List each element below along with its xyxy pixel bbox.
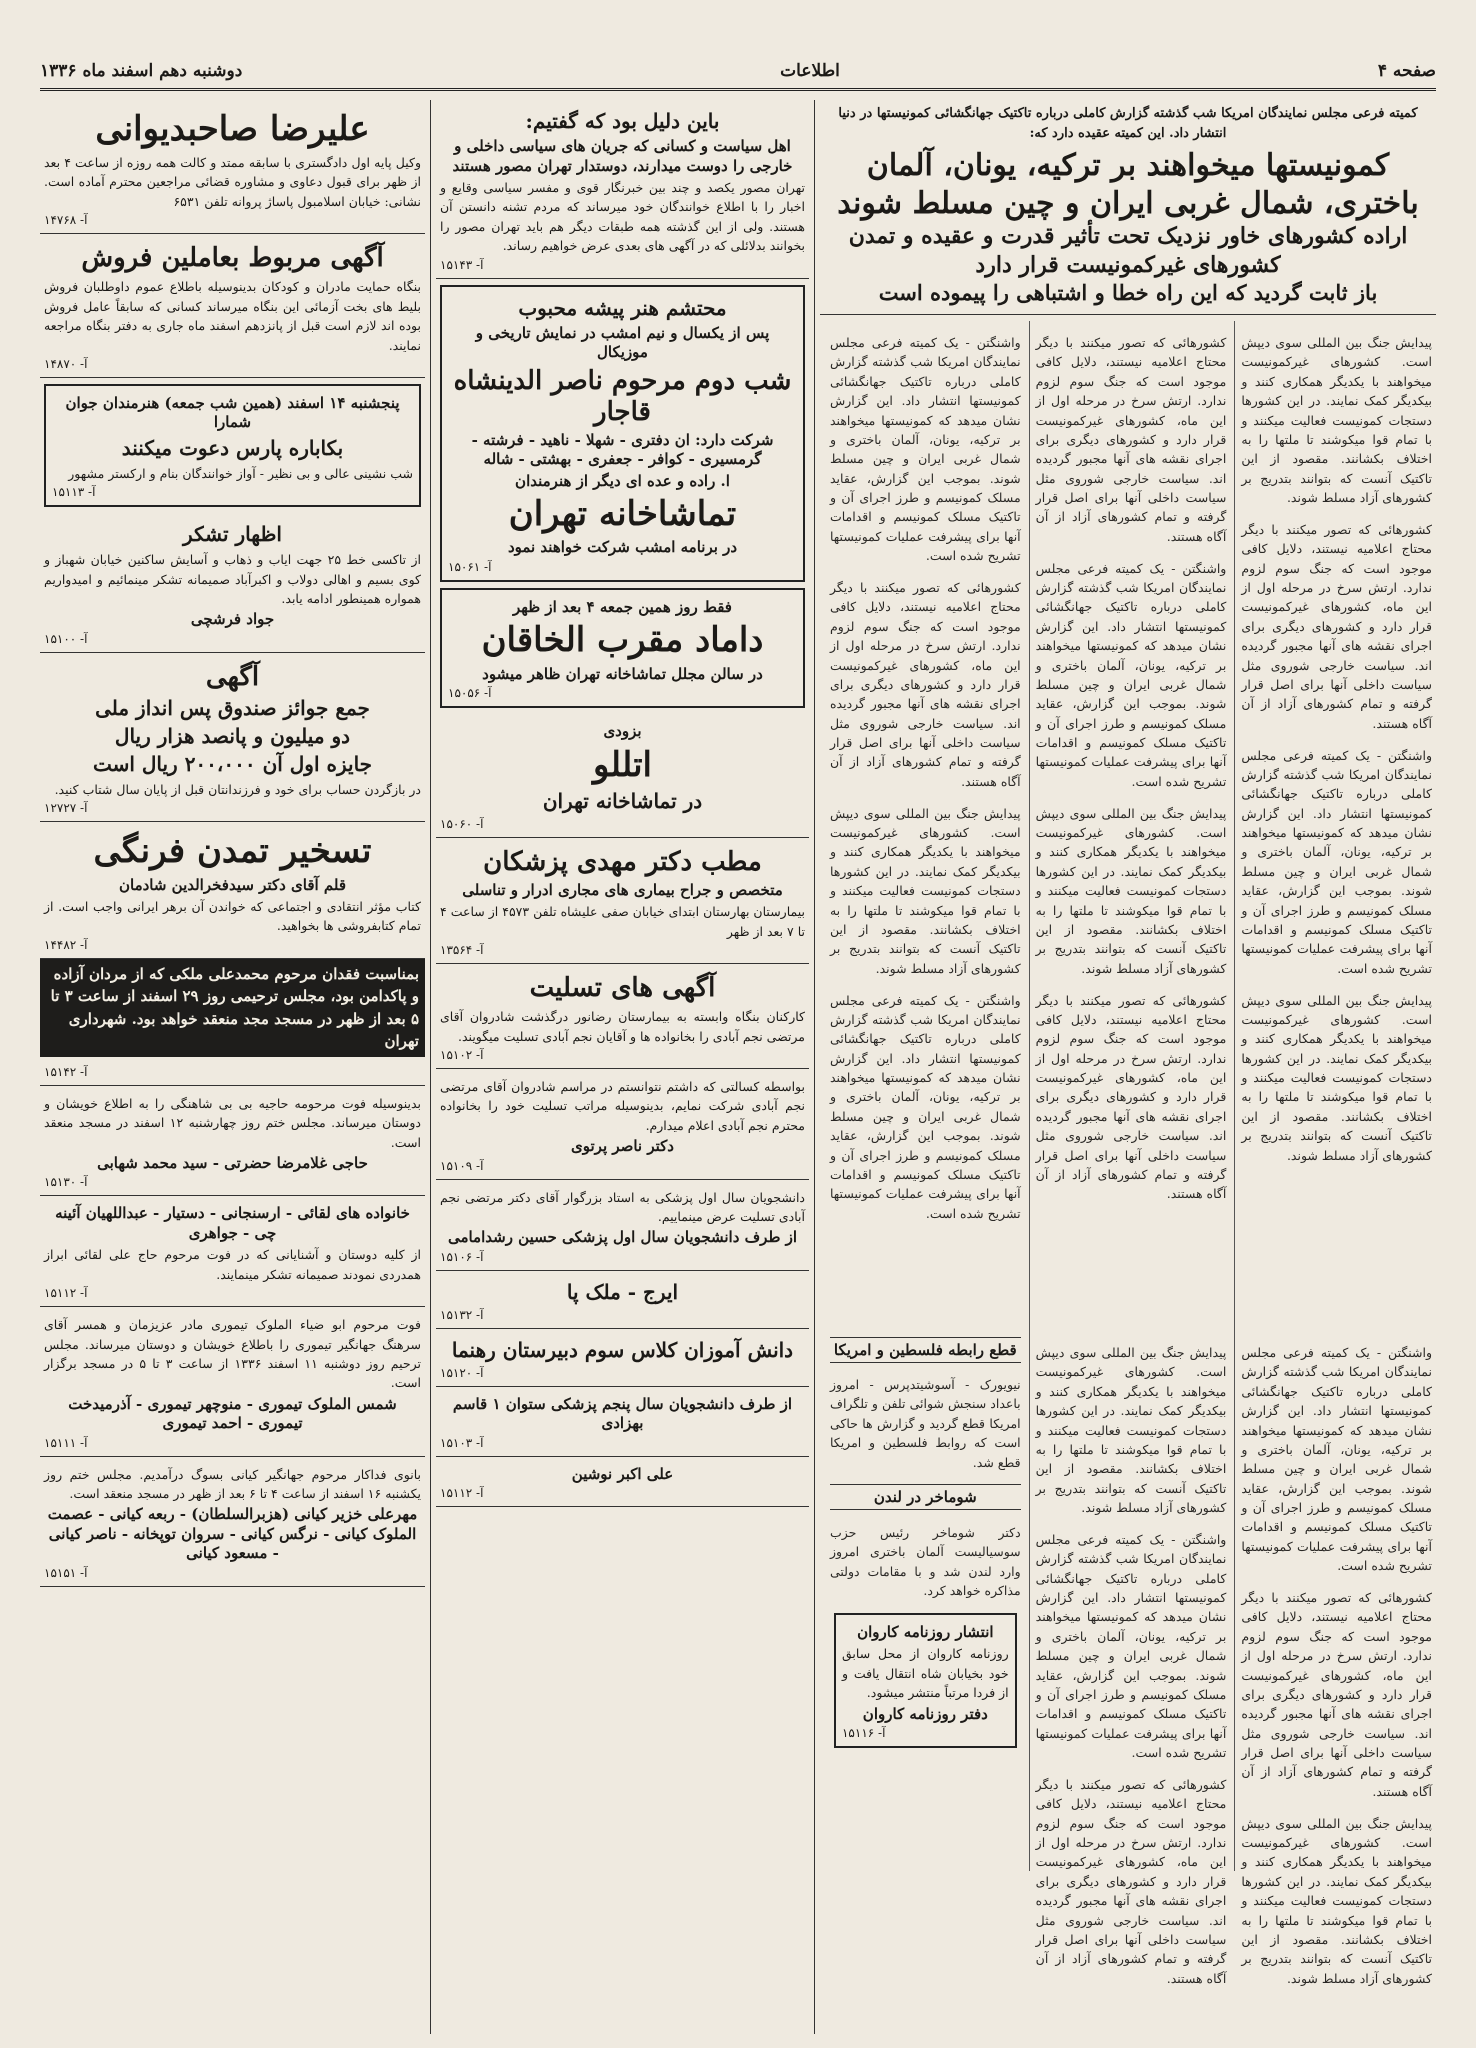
story-bottom	[820, 1331, 1436, 1986]
lawyer-name: علیرضا صاحبدیوانی	[95, 109, 370, 149]
karvan-text: روزنامه کاروان از محل سابق خود بخیابان شاه انتقال یافت و از فردا مرتباً منتشر میشود.	[841, 1646, 1009, 1701]
memorial-code	[40, 1057, 425, 1086]
condolence-sign: دکتر ناصر پرتوی	[571, 1137, 674, 1156]
ad-code: آ- ۱۵۱۱۳	[52, 485, 96, 500]
ad-code: آ- ۱۵۱۰۰	[44, 631, 88, 646]
story-paragraph: پیدایش جنگ بین المللی سوی دیپش است. کشورهای غیرکمونیست میخواهند با یکدیگر همکاری کنند و بیکدیگر کمک نمایند. در این کشورها دستجات کمونیست فعالیت میکنند و با تمام قوا میکوشند تا ملتها را به اختلاف بکشانند. مقصود از این تاکتیک آنست که بتوانند بتدریج بر کشورهای آزاد مسلط شوند.	[1241, 335, 1432, 506]
story-lead: کمیته فرعی مجلس نمایندگان امریکا شب گذشته گزارش کاملی درباره تاکتیک جهانگشائی کمونیستها در دنیا انتشار داد. این کمیته عقیده دارد که:	[838, 106, 1418, 141]
ad-code: آ- ۱۵۱۱۶	[841, 1726, 886, 1741]
cabaret-ad	[44, 384, 421, 507]
condolence-item	[436, 1457, 809, 1508]
middle-column	[436, 100, 809, 2034]
ad-text: تهران مصور یکصد و چند بین خبرنگار قوی و مفسر سیاسی وقایع و اخبار را با اطلاع خوانندگان خود میرساند که مردم تشنه دانستن آن هستند. ولی از این گذشته همه طبقات دیگر هم باید تهران مصور را بخوانند بدلائلی که در آگهی های بعدی عرض خواهیم رساند.	[440, 180, 805, 254]
doctor-specialty: متخصص و جراح بیماری های مجاری ادرار و تناسلی	[462, 880, 783, 899]
story-column-1	[1234, 321, 1432, 1331]
theatre-ad-2	[440, 588, 805, 708]
story-paragraph: کشورهائی که تصور میکنند با دیگر محتاج اعلامیه نیستند، دلایل کافی موجود است که جنگ سوم لزوم ندارد. ارتش سرخ در مرحله اول از این ماه، کشورهای غیرکمونیست قرار دارد و کشورهای دیگری برای اجرای نقشه های آنها مجبور گردیده اند. سیاست خارجی شوروی مثل سیاست داخلی آنها برای اصل قرار گرفته و تمام کشورهای آزاد از آن آگاه هستند.	[1241, 521, 1432, 731]
story-body	[820, 321, 1436, 1331]
condolence-text: بواسطه کسالتی که داشتم نتوانستم در مراسم شادروان آقای مرتضی نجم آبادی شرکت نمایم، بدینوسیله مراتب تسلیت خود را بخانواده محترم نجم آبادی اعلام میدارم.	[440, 1079, 805, 1133]
ad-headline: باین دلیل بود که گفتیم:	[525, 109, 720, 133]
ad-code: آ- ۱۵۱۰۲	[440, 1048, 484, 1063]
condolence-item	[436, 1180, 809, 1271]
sub-headline: شوماخر در لندن	[830, 1484, 1021, 1510]
othello-soon: بزودی	[603, 722, 642, 741]
story-paragraph: واشنگتن - یک کمیته فرعی مجلس نمایندگان امریکا شب گذشته گزارش کاملی درباره تاکتیک جهانگشائی کمونیستها انتشار داد. این گزارش نشان میدهد که کمونیستها میخواهند بر ترکیه، یونان، آلمان باختری و شمال غربی ایران و چین مسلط شوند. بموجب این گزارش، عقاید مسلک کمونیسم و طرز اجرای آن و تاکتیک مسلک کمونیسم و اقدامات آنها برای پیشرفت عملیات کمونیستها تشریح شده است.	[1035, 1531, 1227, 1761]
story-paragraph: کشورهائی که تصور میکنند با دیگر محتاج اعلامیه نیستند، دلایل کافی موجود است که جنگ سوم لزوم ندارد. ارتش سرخ در مرحله اول از این ماه، کشورهای غیرکمونیست قرار دارد و کشورهای دیگری برای اجرای نقشه های آنها مجبور گردیده اند. سیاست خارجی شوروی مثل سیاست داخلی آنها برای اصل قرار گرفته و تمام کشورهای آزاد از آن آگاه هستند.	[1035, 992, 1227, 1202]
family-notice	[40, 1196, 425, 1307]
thanks-head: اظهار تشکر	[183, 522, 282, 547]
lawyer-ad	[40, 100, 425, 234]
obituary-sign: حاجی غلامرضا حضرتی - سید محمد شهابی	[97, 1153, 368, 1172]
ad-code: آ- ۱۴۷۶۸	[44, 213, 88, 228]
notice-text: بنگاه حمایت مادران و کودکان بدینوسیله باطلاع عموم داوطلبان فروش بلیط های بخت آزمائی این بنگاه میرساند کسانی که سابقاً عامل فروش بوده اند لازم است قبل از پانزدهم اسفند ماه جاری به دفتر بنگاه مراجعه نمایند.	[44, 279, 421, 353]
theatre-foot: در برنامه امشب شرکت خواهند نمود	[507, 538, 738, 557]
main-story-column	[820, 100, 1436, 2034]
ad-code: آ- ۱۵۱۵۱	[44, 1565, 88, 1580]
top-rule	[40, 88, 1436, 91]
tehran-mosavar-ad	[436, 100, 809, 279]
family-notice-2	[40, 1307, 425, 1457]
page-number: صفحه ۴	[1377, 61, 1436, 81]
book-title: تسخیر تمدن فرنگی	[93, 831, 372, 872]
story-paragraph: پیدایش جنگ بین المللی سوی دیپش است. کشورهای غیرکمونیست میخواهند با یکدیگر همکاری کنند و بیکدیگر کمک نمایند. در این کشورها دستجات کمونیست فعالیت میکنند و با تمام قوا میکوشند تا ملتها را به اختلاف بکشانند. مقصود از این تاکتیک آنست که بتوانند بتدریج بر کشورهای آزاد مسلط شوند.	[1241, 992, 1432, 1163]
story-column-3	[824, 321, 1021, 1331]
theatre-name: تماشاخانه تهران	[508, 494, 737, 535]
condolence-item	[436, 1387, 809, 1457]
story-paragraph: واشنگتن - یک کمیته فرعی مجلس نمایندگان امریکا شب گذشته گزارش کاملی درباره تاکتیک جهانگشائی کمونیستها انتشار داد. این گزارش نشان میدهد که کمونیستها میخواهند بر ترکیه، یونان، آلمان باختری و شمال غربی ایران و چین مسلط شوند. بموجب این گزارش، عقاید مسلک کمونیسم و طرز اجرای آن و تاکتیک مسلک کمونیسم و اقدامات آنها برای پیشرفت عملیات کمونیستها تشریح شده است.	[829, 992, 1021, 1221]
ad-code: آ- ۱۵۱۳۰	[44, 1175, 88, 1190]
story-paragraph: دکتر شوماخر رئیس حزب سوسیالیست آلمان باختری امروز وارد لندن شد و با مقامات دولتی مذاکره خواهد کرد.	[829, 1524, 1021, 1599]
condolence-sign: از طرف دانشجویان سال پنجم پزشکی ستوان ۱ قاسم بهزادی	[452, 1394, 793, 1433]
savings-line-1: جمع جوائز صندوق پس انداز ملی	[95, 696, 370, 721]
ad-code: آ- ۱۵۰۶۱	[448, 559, 492, 574]
story-paragraph: پیدایش جنگ بین المللی سوی دیپش است. کشورهای غیرکمونیست میخواهند با یکدیگر همکاری کنند و بیکدیگر کمک نمایند. در این کشورها دستجات کمونیست فعالیت میکنند و با تمام قوا میکوشند تا ملتها را به اختلاف بکشانند. مقصود از این تاکتیک آنست که بتوانند بتدریج بر کشورهای آزاد مسلط شوند.	[1035, 1345, 1227, 1516]
family2-text: فوت مرحوم ابو ضیاء الملوک تیموری مادر عزیزمان و همسر آقای سرهنگ جهانگیر تیموری را باطلاع خویشان و دوستان میرساند. مجلس ترحیم روز دوشنبه ۱۱ اسفند ۱۳۳۶ از ساعت ۳ تا ۵ در مسجد برگزار است.	[44, 1317, 422, 1391]
story-paragraph: پیدایش جنگ بین المللی سوی دیپش است. کشورهای غیرکمونیست میخواهند با یکدیگر همکاری کنند و بیکدیگر کمک نمایند. در این کشورها دستجات کمونیست فعالیت میکنند و با تمام قوا میکوشند تا ملتها را به اختلاف بکشانند. مقصود از این تاکتیک آنست که بتوانند بتدریج بر کشورهای آزاد مسلط شوند.	[829, 805, 1021, 976]
story-paragraph: واشنگتن - یک کمیته فرعی مجلس نمایندگان امریکا شب گذشته گزارش کاملی درباره تاکتیک جهانگشائی کمونیستها انتشار داد. این گزارش نشان میدهد که کمونیستها میخواهند بر ترکیه، یونان، آلمان باختری و شمال غربی ایران و چین مسلط شوند. بموجب این گزارش، عقاید مسلک کمونیسم و طرز اجرای آن و تاکتیک مسلک کمونیسم و اقدامات آنها برای پیشرفت عملیات کمونیستها تشریح شده است.	[1035, 560, 1227, 789]
sub-headline: قطع رابطه فلسطین و امریکا	[830, 1337, 1021, 1363]
issue-date: دوشنبه دهم اسفند ماه ۱۳۳۶	[40, 61, 243, 81]
memorial-banner: بمناسبت فقدان مرحوم محمدعلی ملکی که از مردان آزاده و پاکدامن بود، مجلس ترحیمی روز ۲۹ اسفند از ساعت ۳ تا ۵ بعد از ظهر در مسجد مجد منعقد خواهد بود. شهرداری تهران	[40, 959, 425, 1057]
thanks-sign: جواد فرشچی	[190, 610, 275, 629]
othello-place: در تماشاخانه تهران	[542, 788, 703, 813]
ad-code: آ- ۱۵۱۴۲	[44, 1064, 88, 1079]
condolence-text: دانشجویان سال اول پزشکی به استاد بزرگوار آقای دکتر مرتضی نجم آبادی تسلیت عرض مینماییم.	[440, 1189, 805, 1225]
karvan-sign: دفتر روزنامه کاروان	[862, 1704, 988, 1723]
ad-code: آ- ۱۵۱۲۰	[440, 1365, 484, 1380]
othello-title: اتللو	[593, 744, 652, 785]
theatre2-title: داماد مقرب الخاقان	[481, 620, 764, 661]
savings-ad	[40, 653, 425, 823]
othello-ad	[436, 714, 809, 838]
karvan-notice	[834, 1613, 1017, 1748]
condolence-text: کارکنان بنگاه وابسته به بیمارستان رضانور درگذشت شادروان آقای مرتضی نجم آبادی را بخانواده ها و آقایان نجم آبادی تسلیت میگویند.	[440, 1009, 805, 1044]
ad-code: آ- ۱۵۰۵۶	[448, 686, 492, 701]
cabaret-title: بکاباره پارس دعوت میکنند	[121, 435, 344, 460]
savings-text: در بازگردن حساب برای خود و فرزندانتان قبل از پایان سال شتاب کنید.	[54, 782, 421, 798]
ad-code: آ- ۱۴۴۸۲	[44, 937, 88, 952]
ad-code: آ- ۱۵۱۴۳	[440, 257, 484, 272]
obituary-notice	[40, 1086, 425, 1197]
family-text: از کلیه دوستان و آشنایانی که در فوت مرحوم حاج علی لقائی ابراز همدردی نمودند صمیمانه تشکر مینمایند.	[44, 1247, 421, 1282]
thanks-text: از تاکسی خط ۲۵ جهت ایاب و ذهاب و آسایش ساکنین خیابان شهباز و کوی بسیم و اهالی دولاب و اکبرآباد صمیمانه تشکر مینمائیم و امیدواریم همواره همینطور ادامه یابد.	[44, 552, 421, 607]
headline-2: باختری، شمال غربی ایران و چین مسلط شوند	[837, 185, 1419, 221]
story-paragraph: کشورهائی که تصور میکنند با دیگر محتاج اعلامیه نیستند، دلایل کافی موجود است که جنگ سوم لزوم ندارد. ارتش سرخ در مرحله اول از این ماه، کشورهای غیرکمونیست قرار دارد و کشورهای دیگری برای اجرای نقشه های آنها مجبور گردیده اند. سیاست خارجی شوروی مثل سیاست داخلی آنها برای اصل قرار گرفته و تمام کشورهای آزاد از آن آگاه هستند.	[1035, 335, 1227, 544]
book-author: قلم آقای دکتر سیدفخرالدین شادمان	[118, 875, 347, 894]
paper-name: اطلاعات	[780, 61, 840, 81]
left-column	[40, 100, 425, 2034]
condolence-sign: دانش آموزان کلاس سوم دبیرستان رهنما	[451, 1337, 794, 1362]
doctor-ad	[436, 838, 809, 964]
condolence-sign: علی اکبر نوشین	[571, 1464, 674, 1483]
theatre-ad	[440, 285, 805, 582]
ad-code: آ- ۱۴۸۷۰	[44, 356, 88, 371]
family-head: خانواده های لقائی - ارسنجانی - دستیار - عبداللهیان آئینه چی - جواهری	[55, 1204, 410, 1242]
karvan-head: انتشار روزنامه کاروان	[857, 1622, 994, 1641]
story-paragraph: پیدایش جنگ بین المللی سوی دیپش است. کشورهای غیرکمونیست میخواهند با یکدیگر همکاری کنند و بیکدیگر کمک نمایند. در این کشورها دستجات کمونیست فعالیت میکنند و با تمام قوا میکوشند تا ملتها را به اختلاف بکشانند. مقصود از این تاکتیک آنست که بتوانند بتدریج بر کشورهای آزاد مسلط شوند.	[1035, 805, 1227, 976]
family-notice-3	[40, 1457, 425, 1587]
column-divider	[430, 100, 431, 2034]
cabaret-text: شب نشینی عالی و بی نظیر - آواز خوانندگان بنام و ارکستر مشهور	[68, 465, 413, 481]
headline-4: کشورهای غیرکمونیست قرار دارد	[975, 251, 1281, 278]
theatre-note: ا. راده و عده ای دیگر از هنرمندان	[515, 471, 730, 490]
condolence-sign: از طرف دانشجویان سال اول پزشکی حسین رشدامامی	[447, 1228, 798, 1247]
sales-agents-notice	[40, 234, 425, 378]
theatre-sub: پس از یکسال و نیم امشب در نمایش تاریخی و موزیکال	[475, 323, 770, 361]
headline-5: باز ثابت گردید که این راه خطا و اشتباهی را پیموده است	[820, 279, 1436, 314]
lawyer-text: وکیل پایه اول دادگستری با سابقه ممتد و کالت همه روزه از ساعت ۴ بعد از ظهر برای قبول دعاوی و مشاوره قضائی مراجعین محترم آماده است. نشانی: خیابان اسلامبول پاساژ پروانه تلفن ۶۵۳۱	[44, 155, 421, 209]
condolence-item	[436, 1271, 809, 1329]
doctor-address: بیمارستان بهارستان ابتدای خیابان صفی علیشاه تلفن ۴۵۷۳ از ساعت ۴ تا ۷ بعد از ظهر	[440, 904, 805, 939]
story-paragraph: کشورهائی که تصور میکنند با دیگر محتاج اعلامیه نیستند، دلایل کافی موجود است که جنگ سوم لزوم ندارد. ارتش سرخ در مرحله اول از این ماه، کشورهای غیرکمونیست قرار دارد و کشورهای دیگری برای اجرای نقشه های آنها مجبور گردیده اند. سیاست خارجی شوروی مثل سیاست داخلی آنها برای اصل قرار گرفته و تمام کشورهای آزاد از آن آگاه هستند.	[829, 580, 1021, 789]
savings-head: آگهی	[205, 661, 260, 692]
ad-code: آ- ۱۵۱۰۶	[440, 1249, 484, 1264]
savings-line-2: دو میلیون و پانصد هزار ریال	[114, 724, 351, 749]
theatre2-foot: در سالن مجلل تماشاخانه تهران ظاهر میشود	[482, 664, 763, 683]
ad-code: آ- ۱۳۵۶۴	[440, 943, 484, 958]
story-paragraph: کشورهائی که تصور میکنند با دیگر محتاج اعلامیه نیستند، دلایل کافی موجود است که جنگ سوم لزوم ندارد. ارتش سرخ در مرحله اول از این ماه، کشورهای غیرکمونیست قرار دارد و کشورهای دیگری برای اجرای نقشه های آنها مجبور گردیده اند. سیاست خارجی شوروی مثل سیاست داخلی آنها برای اصل قرار گرفته و تمام کشورهای آزاد از آن آگاه هستند.	[1035, 1776, 1227, 1986]
cabaret-top: پنجشنبه ۱۴ اسفند (همین شب جمعه) هنرمندان جوان شمارا	[65, 393, 400, 432]
story-column-3-bottom	[824, 1331, 1021, 1871]
story-paragraph: واشنگتن - یک کمیته فرعی مجلس نمایندگان امریکا شب گذشته گزارش کاملی درباره تاکتیک جهانگشائی کمونیستها انتشار داد. این گزارش نشان میدهد که کمونیستها میخواهند بر ترکیه، یونان، آلمان باختری و شمال غربی ایران و چین مسلط شوند. بموجب این گزارش، عقاید مسلک کمونیسم و طرز اجرای آن و تاکتیک مسلک کمونیسم و اقدامات آنها برای پیشرفت عملیات کمونیستها تشریح شده است.	[1241, 1345, 1432, 1574]
theatre-title: شب دوم مرحوم ناصر الدینشاه قاجار	[453, 365, 792, 427]
condolence-item	[436, 1069, 809, 1180]
newspaper-page	[40, 44, 1436, 2034]
story-paragraph: واشنگتن - یک کمیته فرعی مجلس نمایندگان امریکا شب گذشته گزارش کاملی درباره تاکتیک جهانگشائی کمونیستها انتشار داد. این گزارش نشان میدهد که کمونیستها میخواهند بر ترکیه، یونان، آلمان باختری و شمال غربی ایران و چین مسلط شوند. بموجب این گزارش، عقاید مسلک کمونیسم و طرز اجرای آن و تاکتیک مسلک کمونیسم و اقدامات آنها برای پیشرفت عملیات کمونیستها تشریح شده است.	[829, 335, 1021, 564]
ad-code: آ- ۱۵۱۳۲	[440, 1307, 484, 1322]
condolence-section	[436, 964, 809, 1069]
story-paragraph: پیدایش جنگ بین المللی سوی دیپش است. کشورهای غیرکمونیست میخواهند با یکدیگر همکاری کنند و بیکدیگر کمک نمایند. در این کشورها دستجات کمونیست فعالیت میکنند و با تمام قوا میکوشند تا ملتها را به اختلاف بکشانند. مقصود از این تاکتیک آنست که بتوانند بتدریج بر کشورهای آزاد مسلط شوند.	[1241, 1815, 1432, 1986]
family3-text: بانوی فداکار مرحوم جهانگیر کیانی بسوگ درآمدیم. مجلس ختم روز یکشنبه ۱۶ اسفند از ساعت ۴ تا ۶ بعد از ظهر در مسجد منعقد است.	[44, 1466, 421, 1502]
story-column-2	[1029, 321, 1227, 1331]
book-text: کتاب مؤثر انتقادی و اجتماعی که خواندن آن برهر ایرانی واجب است. از تمام کتابفروشی ها بخواهید.	[44, 899, 421, 934]
family3-names: مهرعلی خزیر کیانی (هزبرالسلطان) - ربعه کیانی - عصمت الملوک کیانی - نرگس کیانی - سروان توپخانه - ناصر کیانی - مسعود کیانی	[47, 1505, 418, 1563]
ad-code: آ- ۱۵۱۱۲	[44, 1286, 88, 1301]
doctor-name: مطب دکتر مهدی پزشکان	[483, 846, 762, 877]
condolence-head: آگهی های تسلیت	[529, 973, 716, 1004]
story-paragraph: کشورهائی که تصور میکنند با دیگر محتاج اعلامیه نیستند، دلایل کافی موجود است که جنگ سوم لزوم ندارد. ارتش سرخ در مرحله اول از این ماه، کشورهای غیرکمونیست قرار دارد و کشورهای دیگری برای اجرای نقشه های آنها مجبور گردیده اند. سیاست خارجی شوروی مثل سیاست داخلی آنها برای اصل قرار گرفته و تمام کشورهای آزاد از آن آگاه هستند.	[1241, 1590, 1432, 1799]
savings-line-3: جایزه اول آن ۲۰۰،۰۰۰ ریال است	[92, 752, 373, 777]
ad-code: آ- ۱۵۱۰۳	[440, 1435, 484, 1450]
ad-code: آ- ۱۵۱۱۱	[44, 1435, 88, 1450]
condolence-sign: ایرج - ملک پا	[566, 1279, 679, 1304]
masthead	[40, 56, 1436, 86]
story-column-1-bottom	[1234, 1331, 1432, 1986]
story-column-2-bottom	[1029, 1331, 1227, 1986]
ad-code: آ- ۱۵۱۱۲	[440, 1486, 484, 1501]
theatre2-top: فقط روز همین جمعه ۴ بعد از ظهر	[513, 597, 732, 616]
thanks-notice	[40, 513, 425, 653]
ad-subheadline: اهل سیاست و کسانی که جریان های سیاسی داخلی و خارجی را دوست میدارند، دوستدار تهران مصور هستند	[452, 137, 793, 175]
theatre-top: محتشم هنر پیشه محبوب	[518, 295, 727, 320]
headline-3: اراده کشورهای خاور نزدیک تحت تأثیر قدرت و عقیده و تمدن	[848, 223, 1408, 249]
obituary-text: بدینوسیله فوت مرحومه حاجیه بی بی شاهنگی را به اطلاع خویشان و دوستان میرساند. مجلس ختم روز چهارشنبه ۱۲ اسفند در مسجد منعقد است.	[44, 1095, 421, 1150]
ad-code: آ- ۱۵۱۰۹	[440, 1158, 484, 1173]
condolence-item	[436, 1329, 809, 1387]
notice-head: آگهی مربوط بعاملین فروش	[81, 243, 384, 274]
story-paragraph: واشنگتن - یک کمیته فرعی مجلس نمایندگان امریکا شب گذشته گزارش کاملی درباره تاکتیک جهانگشائی کمونیستها انتشار داد. این گزارش نشان میدهد که کمونیستها میخواهند بر ترکیه، یونان، آلمان باختری و شمال غربی ایران و چین مسلط شوند. بموجب این گزارش، عقاید مسلک کمونیسم و طرز اجرای آن و تاکتیک مسلک کمونیسم و اقدامات آنها برای پیشرفت عملیات کمونیستها تشریح شده است.	[1241, 747, 1432, 976]
story-paragraph: نیویورک - آسوشیتدپرس - امروز باعداد سنجش شوائی تلفن و تلگراف امریکا قطع گردید و گزارش ها حاکی است که روابط فلسطین و امریکا قطع شد.	[829, 1377, 1021, 1470]
theatre-cast: شرکت دارد: ان دفتری - شهلا - ناهید - فرشته - گرمسیری - کوافر - جعفری - بهشتی - شاله	[471, 430, 774, 469]
ad-code: آ- ۱۵۰۶۰	[440, 816, 484, 831]
book-ad	[40, 822, 425, 958]
column-divider	[814, 100, 815, 2034]
family2-names: شمس الملوک تیموری - منوچهر تیموری - آذرمیدخت تیموری - احمد تیموری	[68, 1394, 397, 1433]
ad-code: آ- ۱۲۷۲۷	[44, 801, 88, 816]
headline-1: کمونیستها میخواهند بر ترکیه، یونان، آلمان	[866, 148, 1390, 183]
